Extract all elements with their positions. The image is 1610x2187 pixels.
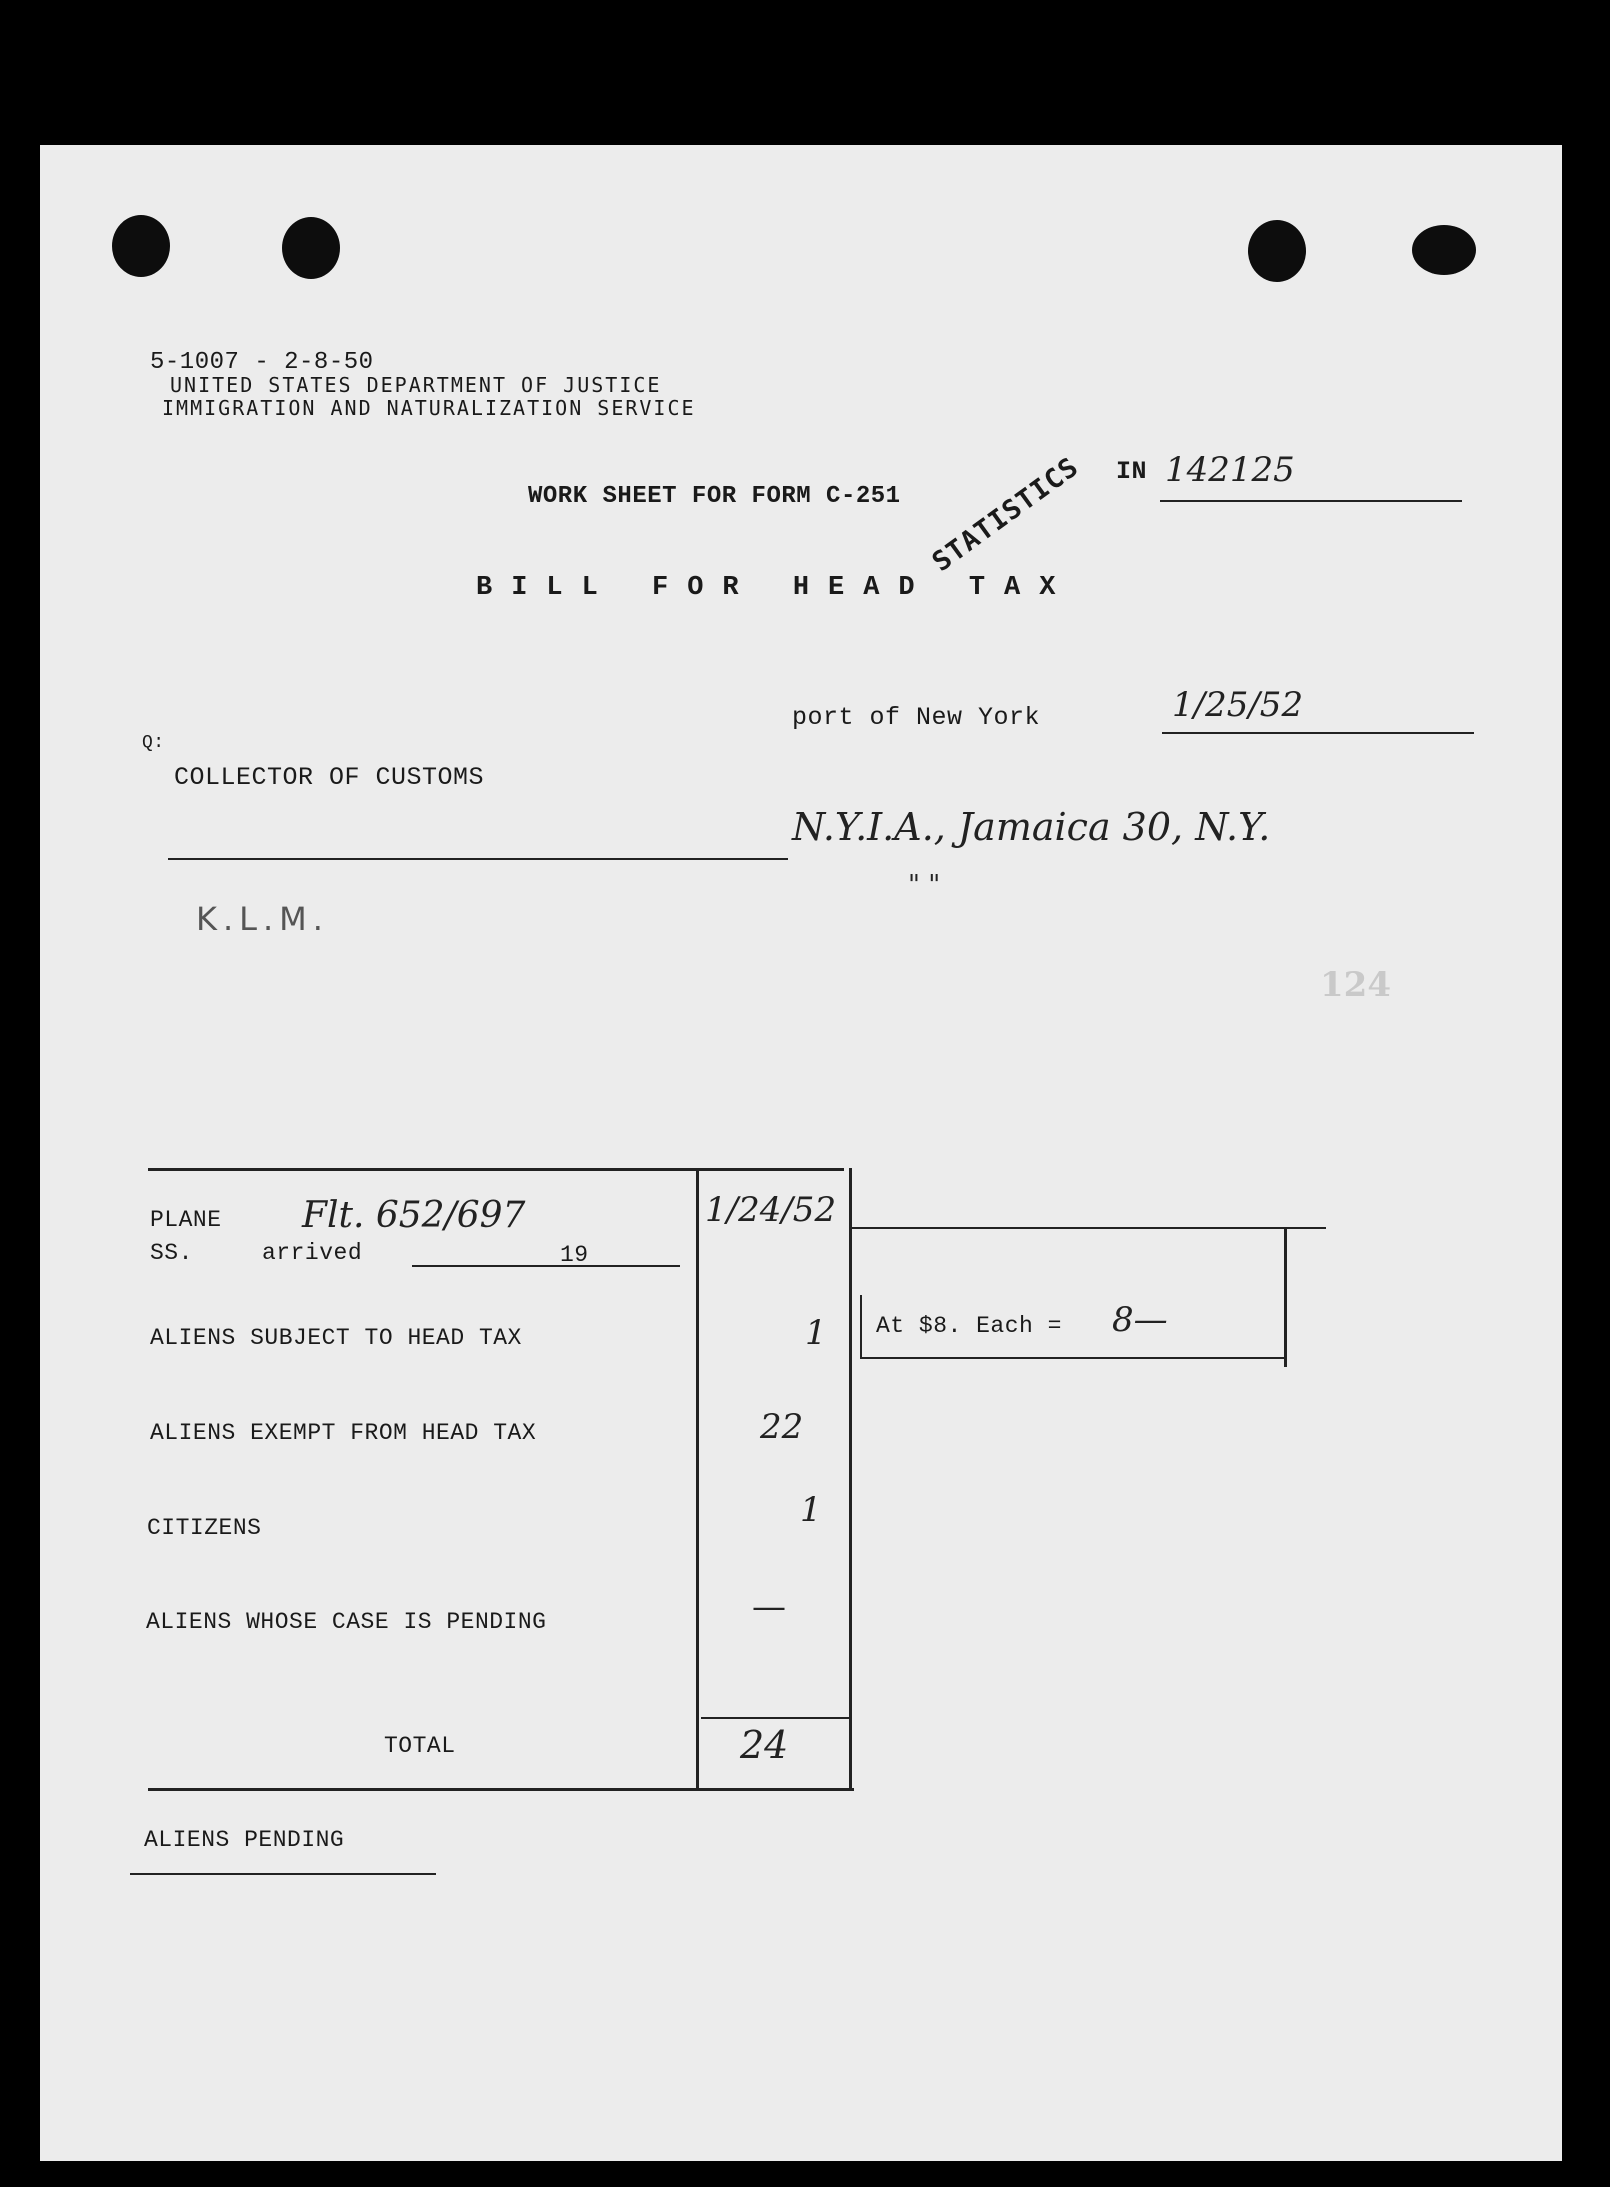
row-value-citizens: 1 bbox=[800, 1490, 822, 1530]
row-value-exempt: 22 bbox=[760, 1407, 804, 1447]
port-label: port of New York bbox=[792, 703, 1041, 732]
to-prefix: Q: bbox=[142, 733, 165, 753]
arrived-label: arrived bbox=[262, 1240, 363, 1266]
port-date: 1/25/52 bbox=[1172, 685, 1304, 725]
plane-label: PLANE bbox=[150, 1207, 222, 1233]
rate-box-left bbox=[860, 1295, 862, 1359]
rate-text: At $8. Each = bbox=[876, 1313, 1062, 1339]
total-label: TOTAL bbox=[384, 1733, 456, 1759]
row-value-subject: 1 bbox=[805, 1313, 827, 1353]
arrived-rule bbox=[412, 1265, 680, 1267]
flight-number: Flt. 652/697 bbox=[302, 1195, 526, 1236]
punch-hole-4 bbox=[1412, 225, 1476, 275]
rate-box-right bbox=[1284, 1227, 1287, 1367]
collector-of-customs: COLLECTOR OF CUSTOMS bbox=[174, 763, 485, 792]
table-divider-left bbox=[696, 1168, 699, 1791]
arrival-date: 1/24/52 bbox=[705, 1190, 837, 1230]
year-prefix: 19 bbox=[560, 1242, 589, 1268]
aliens-pending-rule bbox=[130, 1873, 436, 1875]
total-value: 24 bbox=[740, 1723, 789, 1767]
page-number: 124 bbox=[1320, 965, 1391, 1005]
rate-amount: 8— bbox=[1112, 1300, 1168, 1340]
in-label: IN bbox=[1116, 457, 1148, 486]
worksheet-title: WORK SHEET FOR FORM C-251 bbox=[528, 483, 901, 510]
carrier-name: K.L.M. bbox=[196, 900, 329, 938]
address: N.Y.I.A., Jamaica 30, N.Y. bbox=[792, 805, 1271, 849]
aliens-pending-label: ALIENS PENDING bbox=[144, 1827, 345, 1853]
bill-title: BILL FOR HEAD TAX bbox=[476, 573, 1075, 603]
row-label-exempt: ALIENS EXEMPT FROM HEAD TAX bbox=[150, 1420, 537, 1446]
table-bottom-rule bbox=[148, 1788, 854, 1791]
port-date-rule bbox=[1162, 732, 1474, 734]
statistics-stamp: STATISTICS bbox=[926, 451, 1085, 578]
rate-box-bottom bbox=[862, 1357, 1284, 1359]
in-number: 142125 bbox=[1165, 450, 1295, 490]
service-heading: IMMIGRATION AND NATURALIZATION SERVICE bbox=[162, 396, 696, 420]
row-value-pending: — bbox=[752, 1587, 786, 1627]
total-top-rule bbox=[701, 1717, 851, 1719]
table-divider-right bbox=[849, 1168, 852, 1791]
punch-hole-3 bbox=[1248, 220, 1306, 282]
rate-box-top bbox=[852, 1227, 1326, 1229]
document-sheet bbox=[40, 145, 1562, 2161]
punch-hole-1 bbox=[112, 215, 170, 277]
department-heading: UNITED STATES DEPARTMENT OF JUSTICE bbox=[170, 373, 662, 397]
ditto-marks: " " bbox=[908, 870, 941, 900]
punch-hole-2 bbox=[282, 217, 340, 279]
row-label-citizens: CITIZENS bbox=[147, 1515, 262, 1541]
form-reference: 5-1007 - 2-8-50 bbox=[150, 349, 374, 376]
table-top-rule bbox=[148, 1168, 844, 1171]
ss-label: SS. bbox=[150, 1240, 193, 1266]
row-label-subject: ALIENS SUBJECT TO HEAD TAX bbox=[150, 1325, 522, 1351]
in-number-rule bbox=[1160, 500, 1462, 502]
row-label-pending: ALIENS WHOSE CASE IS PENDING bbox=[146, 1609, 547, 1635]
address-rule bbox=[168, 858, 788, 860]
